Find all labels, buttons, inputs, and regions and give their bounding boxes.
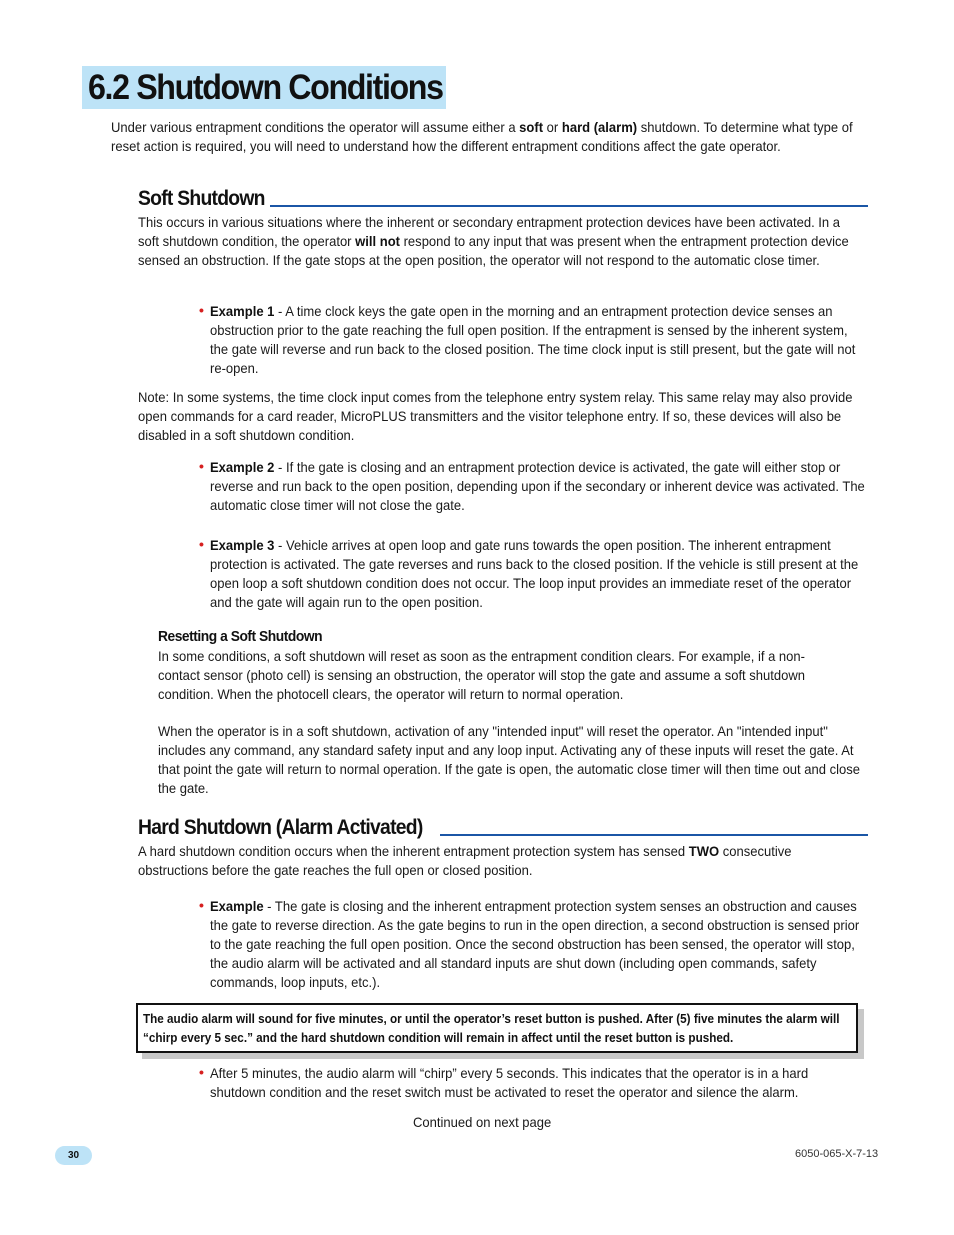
- example-1-text: - A time clock keys the gate open in the morning and an entrapment protection device senses an obstruction prior to the gate reaching the full open position. If the entrapment is sensed by the inherent system, the gate will reverse and run back to the closed position. The time clock input is still present, but the gate will not re-open.: [210, 303, 856, 376]
- reset-paragraph-1: In some conditions, a soft shutdown will reset as soon as the entrapment condition clears. For example, if a non-contact sensor (photo cell) is sensing an obstruction, the operator will stop the gate and assume a soft shutdown condition. When the photocell clears, the operator will return to normal operation.: [158, 648, 806, 702]
- hard-text-2: consecutive obstructions before the gate reaches the full open or closed position.: [138, 843, 792, 878]
- soft-bold-will-not: will not: [355, 233, 400, 249]
- hard-bold-two: TWO: [688, 843, 720, 859]
- soft-text-2: respond to any input that was present when the entrapment protection device sensed an obstruction. If the gate stops at the open position, the operator will not respond to the automatic close timer.: [138, 233, 849, 268]
- hard-text-1: A hard shutdown condition occurs when the inherent entrapment protection system has sensed: [138, 843, 689, 859]
- example-1: [210, 302, 867, 378]
- hard-heading-rule: [440, 834, 868, 836]
- note-paragraph: Note: In some systems, the time clock input comes from the telephone entry system relay. This same relay may also provide open commands for a card reader, MicroPLUS transmitters and the visitor telephone entry. If so, these devices will also be disabled in a soft shutdown condition.: [138, 389, 853, 443]
- alarm-callout-box: [136, 1003, 858, 1053]
- soft-text-1: This occurs in various situations where the inherent or secondary entrapment protection devices have been activated. In a soft shutdown condition, the operator: [138, 214, 841, 249]
- example-2-label: Example 2: [210, 459, 275, 475]
- hard-example-text: - The gate is closing and the inherent entrapment protection system senses an obstruction and causes the gate to reverse direction. As the gate begins to run in the open direction, a second obstruction is sensed prior to the gate reaching the full open position. Once the second obstruction has been sensed, the operator will stop, the audio alarm will be activated and all standard inputs are shut down (including open commands, safety commands, loop inputs, etc.).: [210, 898, 860, 990]
- reset-paragraph-2: When the operator is in a soft shutdown, activation of any "intended input" will reset the operator. An "intended input" includes any command, any standard safety input and any loop input. Activating any of these inputs will reset the gate. At that point the gate will return to normal operation. If the gate is open, the automatic close timer will then time out and close the gate.: [158, 723, 861, 796]
- bullet-icon: •: [199, 302, 204, 318]
- intro-text-1: Under various entrapment conditions the operator will assume either a: [111, 119, 520, 135]
- example-1-label: Example 1: [210, 303, 275, 319]
- intro-text-2: or: [543, 119, 562, 135]
- hard-example: [210, 897, 867, 992]
- intro-paragraph: [111, 118, 860, 156]
- intro-text-3: shutdown. To determine what type of reset action is required, you will need to understand how the different entrapment conditions affect the gate operator.: [111, 119, 853, 154]
- intro-bold-hard: hard (alarm): [561, 119, 638, 135]
- alarm-callout-text: The audio alarm will sound for five minutes, or until the operator’s reset button is pushed. After (5) five minutes the alarm will “chirp every 5 sec.” and the hard shutdown condition will remain in affect until the reset button is pushed.: [143, 1011, 840, 1045]
- soft-heading-rule: [270, 205, 868, 207]
- bullet-icon: •: [199, 536, 204, 552]
- document-number: 6050-065-X-7-13: [795, 1148, 879, 1160]
- hard-paragraph: [138, 842, 859, 880]
- example-3-text: - Vehicle arrives at open loop and gate runs towards the open position. The inherent entrapment protection is activated. The gate reverses and runs back to the closed position. If the vehicle is still present at the open loop a soft shutdown condition does not occur. The loop input provides an immediate reset of the operator and the gate will again run to the open position.: [210, 537, 859, 610]
- page-number: 30: [55, 1146, 92, 1165]
- hard-example-label: Example: [210, 898, 264, 914]
- page-title: 6.2 Shutdown Conditions: [88, 68, 443, 107]
- bullet-icon: •: [199, 1064, 204, 1080]
- example-3: [210, 536, 872, 612]
- hard-shutdown-heading: Hard Shutdown (Alarm Activated): [138, 816, 423, 839]
- resetting-soft-shutdown-heading: Resetting a Soft Shutdown: [158, 628, 323, 645]
- bullet-icon: •: [199, 458, 204, 474]
- soft-shutdown-heading: Soft Shutdown: [138, 187, 265, 210]
- intro-bold-soft: soft: [519, 119, 544, 135]
- example-2: [210, 458, 872, 515]
- example-3-label: Example 3: [210, 537, 275, 553]
- example-2-text: - If the gate is closing and an entrapment protection device is activated, the gate will either stop or reverse and run back to the open position, depending upon if the secondary or inherent device was activated. The automatic close timer will not close the gate.: [210, 459, 865, 513]
- chirp-bullet: After 5 minutes, the audio alarm will “chirp” every 5 seconds. This indicates that the operator is in a hard shutdown condition and the reset switch must be activated to reset the operator and silence the alarm.: [210, 1065, 809, 1100]
- soft-paragraph: [138, 213, 863, 270]
- continued-note: Continued on next page: [413, 1114, 552, 1130]
- bullet-icon: •: [199, 897, 204, 913]
